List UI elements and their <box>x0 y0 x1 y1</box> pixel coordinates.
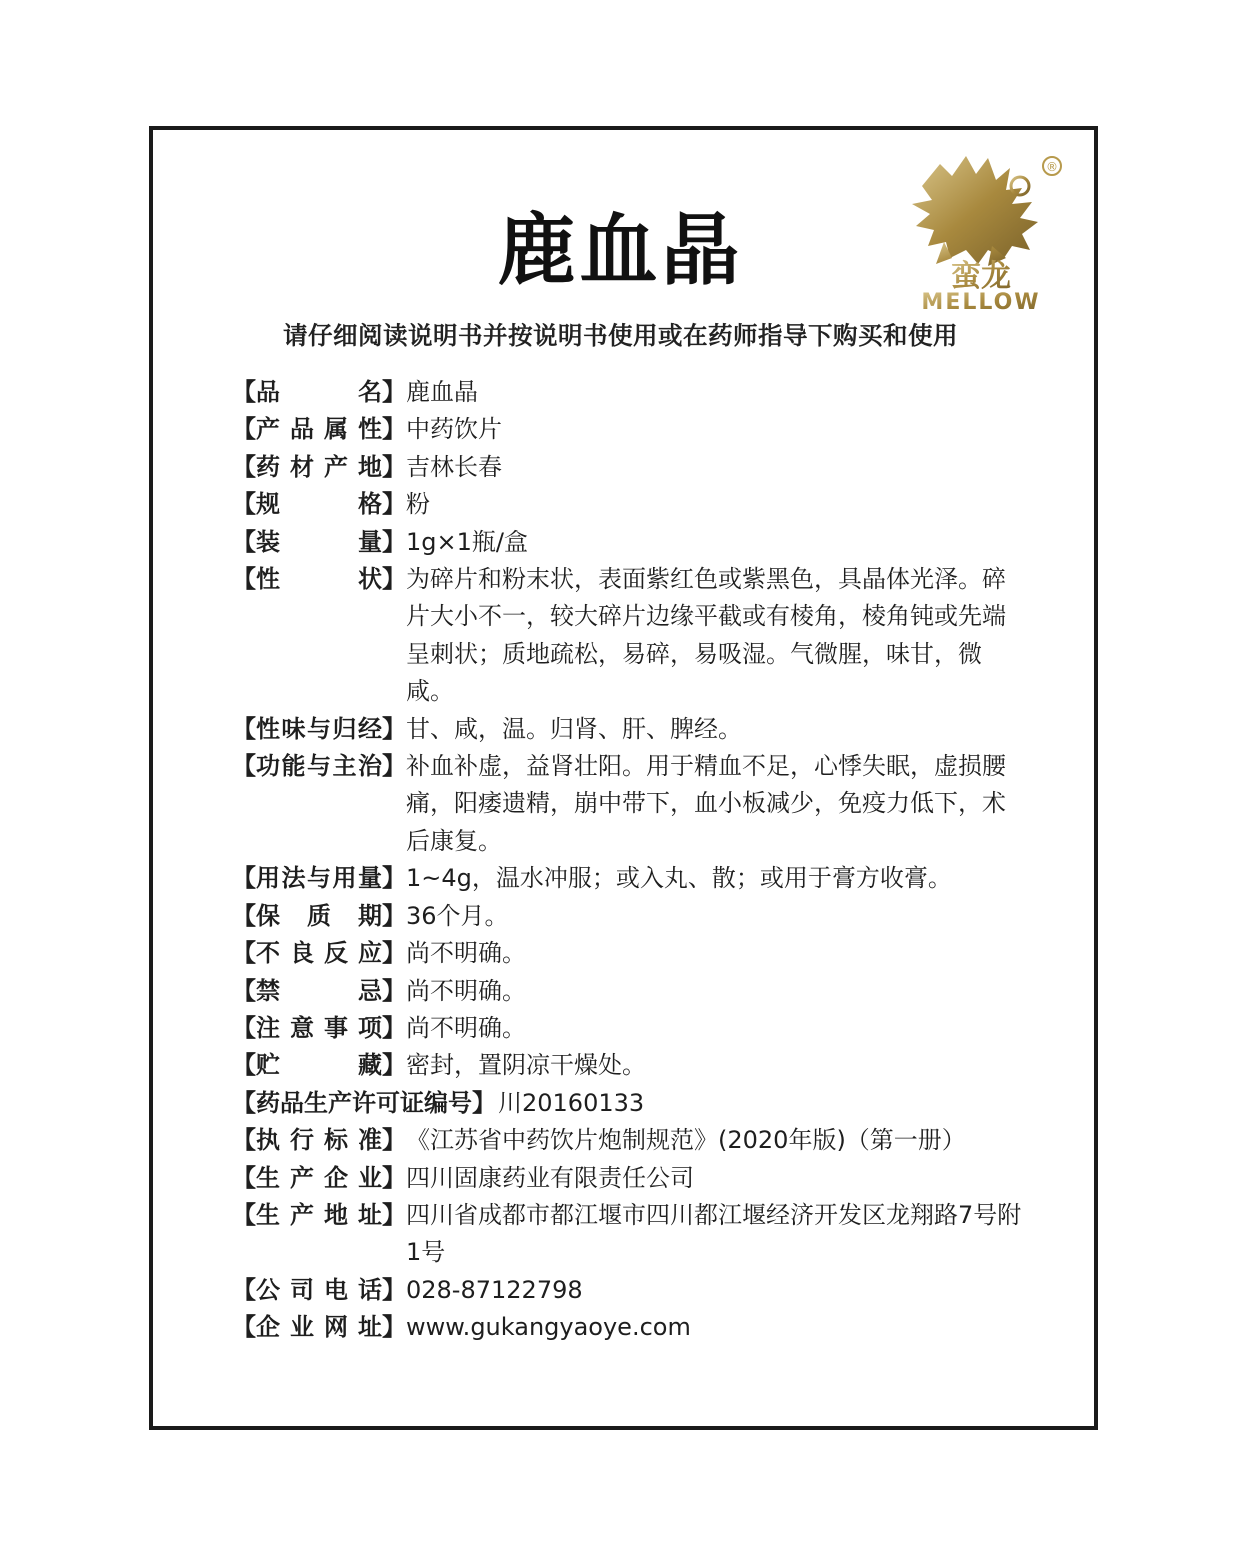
bracket-left: 【 <box>232 1313 256 1342</box>
info-row <box>232 524 1022 561</box>
bracket-left: 【 <box>232 1163 256 1192</box>
info-label: 生 产 企 业 <box>256 1163 382 1192</box>
info-label: 公 司 电 话 <box>256 1275 382 1304</box>
info-value: 尚不明确。 <box>406 976 526 1005</box>
bracket-right: 】 <box>382 565 406 594</box>
bracket-left: 【 <box>232 378 256 406</box>
info-label: 药品生产许可证编号 <box>256 1088 472 1117</box>
info-label: 不 良 反 应 <box>256 939 382 968</box>
bracket-left: 【 <box>232 1275 256 1304</box>
info-value: 密封，置阴凉干燥处。 <box>406 1051 646 1080</box>
info-label: 性 味 与 归 经 <box>256 714 382 743</box>
info-label: 性 状 <box>256 565 382 594</box>
info-list <box>232 374 1022 1347</box>
info-row <box>232 1160 1022 1197</box>
info-value: 为碎片和粉末状，表面紫红色或紫黑色，具晶体光泽。碎片大小不一，较大碎片边缘平截或有棱角，棱角钝或先端呈刺状；质地疏松，易碎，易吸湿。气微腥，味甘，微咸。 <box>406 565 1006 706</box>
info-row <box>232 1010 1022 1047</box>
info-row <box>232 449 1022 486</box>
info-value: 粉 <box>406 490 430 519</box>
bracket-right: 】 <box>382 1163 406 1192</box>
info-value: 36个月。 <box>406 901 509 930</box>
bracket-left: 【 <box>232 1088 256 1117</box>
info-label: 规 格 <box>256 490 382 519</box>
bracket-left: 【 <box>232 1126 256 1155</box>
info-row <box>232 1197 1022 1272</box>
product-title: 鹿血晶 <box>497 206 744 296</box>
info-value: 中药饮片 <box>406 415 502 444</box>
info-value: 尚不明确。 <box>406 939 526 968</box>
bracket-right: 】 <box>382 1313 406 1342</box>
dragon-icon <box>892 146 1070 314</box>
info-row <box>232 748 1022 860</box>
bracket-left: 【 <box>232 901 256 930</box>
brand-name-en: MELLOW <box>921 290 1041 314</box>
bracket-right: 】 <box>382 1126 406 1155</box>
brand-logo <box>892 146 1070 314</box>
bracket-left: 【 <box>232 939 256 968</box>
info-row <box>232 374 1022 411</box>
info-value: 补血补虚，益肾壮阳。用于精血不足，心悸失眠，虚损腰痛，阳痿遗精，崩中带下，血小板减少，免疫力低下，术后康复。 <box>406 752 1006 855</box>
info-value: 川20160133 <box>498 1088 645 1117</box>
info-row <box>232 935 1022 972</box>
bracket-left: 【 <box>232 527 256 556</box>
bracket-right: 】 <box>382 939 406 968</box>
bracket-left: 【 <box>232 1200 256 1229</box>
info-value: www.gukangyaoye.com <box>406 1313 691 1342</box>
info-label: 禁 忌 <box>256 976 382 1005</box>
bracket-right: 】 <box>382 1200 406 1229</box>
info-label: 产 品 属 性 <box>256 415 382 444</box>
bracket-right: 】 <box>382 1051 406 1080</box>
info-row <box>232 1085 1022 1122</box>
bracket-left: 【 <box>232 415 256 444</box>
info-row <box>232 1309 1022 1346</box>
bracket-right: 】 <box>382 378 406 406</box>
bracket-left: 【 <box>232 1013 256 1042</box>
info-row <box>232 898 1022 935</box>
bracket-left: 【 <box>232 752 256 781</box>
bracket-left: 【 <box>232 452 256 481</box>
info-row <box>232 973 1022 1010</box>
info-row <box>232 486 1022 523</box>
info-value: 鹿血晶 <box>406 378 478 406</box>
info-row <box>232 1047 1022 1084</box>
bracket-right: 】 <box>472 1088 496 1117</box>
registered-mark: ® <box>1046 160 1058 174</box>
bracket-right: 】 <box>382 901 406 930</box>
bracket-left: 【 <box>232 1051 256 1080</box>
info-label: 保 质 期 <box>256 901 382 930</box>
bracket-left: 【 <box>232 565 256 594</box>
info-value: 四川省成都市都江堰市四川都江堰经济开发区龙翔路7号附1号 <box>406 1200 1022 1267</box>
bracket-right: 】 <box>382 752 406 781</box>
info-row <box>232 860 1022 897</box>
bracket-right: 】 <box>382 1013 406 1042</box>
bracket-left: 【 <box>232 714 256 743</box>
bracket-right: 】 <box>382 864 406 893</box>
usage-notice: 请仔细阅读说明书并按说明书使用或在药师指导下购买和使用 <box>283 321 958 350</box>
bracket-right: 】 <box>382 714 406 743</box>
info-value: 尚不明确。 <box>406 1013 526 1042</box>
info-label: 生 产 地 址 <box>256 1200 382 1229</box>
info-label: 执 行 标 准 <box>256 1126 382 1155</box>
info-label: 企 业 网 址 <box>256 1313 382 1342</box>
info-row <box>232 711 1022 748</box>
info-value: 028-87122798 <box>406 1275 583 1304</box>
bracket-right: 】 <box>382 415 406 444</box>
info-row <box>232 561 1022 711</box>
info-value: 四川固康药业有限责任公司 <box>406 1163 694 1192</box>
info-label: 用 法 与 用 量 <box>256 864 382 893</box>
bracket-left: 【 <box>232 976 256 1005</box>
info-value: 《江苏省中药饮片炮制规范》(2020年版)（第一册） <box>406 1126 966 1155</box>
bracket-left: 【 <box>232 864 256 893</box>
info-label: 装 量 <box>256 527 382 556</box>
info-row <box>232 1272 1022 1309</box>
info-value: 吉林长春 <box>406 452 502 481</box>
bracket-right: 】 <box>382 452 406 481</box>
bracket-right: 】 <box>382 1275 406 1304</box>
brand-name-cn: 蛮龙 <box>951 259 1011 294</box>
info-value: 1g×1瓶/盒 <box>406 527 528 556</box>
info-label: 功 能 与 主 治 <box>256 752 382 781</box>
info-label: 贮 藏 <box>256 1051 382 1080</box>
bracket-left: 【 <box>232 490 256 519</box>
info-label: 药 材 产 地 <box>256 452 382 481</box>
info-row <box>232 411 1022 448</box>
bracket-right: 】 <box>382 527 406 556</box>
info-value: 1~4g，温水冲服；或入丸、散；或用于膏方收膏。 <box>406 864 952 893</box>
info-row <box>232 1122 1022 1159</box>
info-value: 甘、咸，温。归肾、肝、脾经。 <box>406 714 742 743</box>
info-label: 品 名 <box>256 378 382 406</box>
bracket-right: 】 <box>382 490 406 519</box>
info-label: 注 意 事 项 <box>256 1013 382 1042</box>
bracket-right: 】 <box>382 976 406 1005</box>
